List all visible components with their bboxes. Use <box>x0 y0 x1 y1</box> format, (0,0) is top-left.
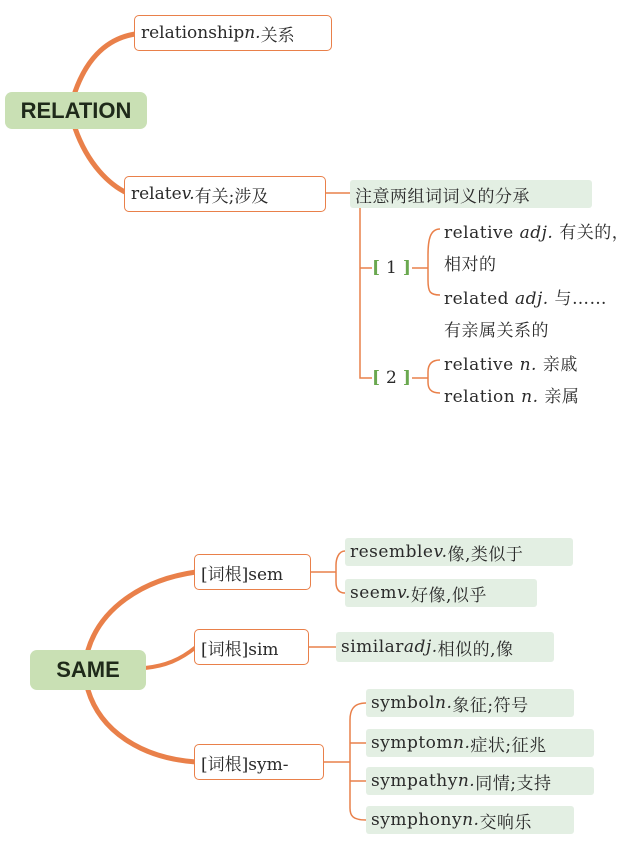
part-of-speech: v. <box>433 542 448 562</box>
relation-n: relation n. 亲属 <box>444 387 580 407</box>
fork-group1 <box>428 229 440 295</box>
part-of-speech: v. <box>181 184 195 204</box>
part-of-speech: n. <box>244 23 261 43</box>
branch-relationship <box>75 34 135 92</box>
group1-label: 1 <box>386 258 397 278</box>
group1-number <box>372 256 411 280</box>
fork-sem <box>336 551 345 593</box>
part-of-speech: n. <box>453 733 471 753</box>
bracket-open: [ <box>372 258 381 278</box>
leaf-sympathy: sympathy n. 同情;支持 <box>366 767 594 795</box>
part-of-speech: adj. <box>514 289 549 309</box>
branch-sim <box>145 647 196 668</box>
group2-number <box>372 366 411 390</box>
fork-group2 <box>428 360 440 393</box>
node-relationship: relationship n. 关系 <box>134 15 332 51</box>
leaf-symphony: symphony n. 交响乐 <box>366 806 574 834</box>
part-of-speech: v. <box>396 583 411 603</box>
part-of-speech: n. <box>457 771 476 791</box>
node-root-sym: [词根]sym- <box>194 744 324 780</box>
related-adj-line1: related adj. 与…… <box>444 289 608 309</box>
part-of-speech: n. <box>521 387 539 407</box>
leaf-symbol: symbol n. 象征;符号 <box>366 689 574 717</box>
leaf-symptom: symptom n. 症状;征兆 <box>366 729 594 757</box>
branch-sem <box>88 572 196 650</box>
root-same: SAME <box>30 650 146 690</box>
fork-sym <box>350 703 366 820</box>
note-meaning-split: 注意两组词词义的分承 <box>350 180 592 208</box>
part-of-speech: n. <box>435 693 453 713</box>
leaf-similar: similar adj. 相似的,像 <box>336 632 554 662</box>
node-root-sim: [词根]sim <box>194 629 309 665</box>
node-relate: relate v. 有关;涉及 <box>124 176 326 212</box>
relative-adj-line1: relative adj. 有关的， <box>444 223 630 243</box>
leaf-seem: seem v. 好像,似乎 <box>345 579 537 607</box>
branch-relate <box>75 128 127 193</box>
part-of-speech: n. <box>462 810 480 830</box>
branch-sym <box>88 690 196 762</box>
bracket-open: [ <box>372 368 381 388</box>
relative-adj-line2: 相对的 <box>444 255 497 275</box>
spine-groups <box>360 208 372 378</box>
related-adj-line2: 有亲属关系的 <box>444 321 549 341</box>
bracket-close: ] <box>402 258 411 278</box>
part-of-speech: adj. <box>519 223 554 243</box>
relative-n: relative n. 亲戚 <box>444 355 578 375</box>
bracket-close: ] <box>402 368 411 388</box>
leaf-resemble: resemble v. 像,类似于 <box>345 538 573 566</box>
part-of-speech: n. <box>519 355 537 375</box>
part-of-speech: adj. <box>403 637 438 657</box>
node-root-sem: [词根]sem <box>194 554 311 590</box>
group2-label: 2 <box>386 368 397 388</box>
root-relation: RELATION <box>5 92 147 129</box>
